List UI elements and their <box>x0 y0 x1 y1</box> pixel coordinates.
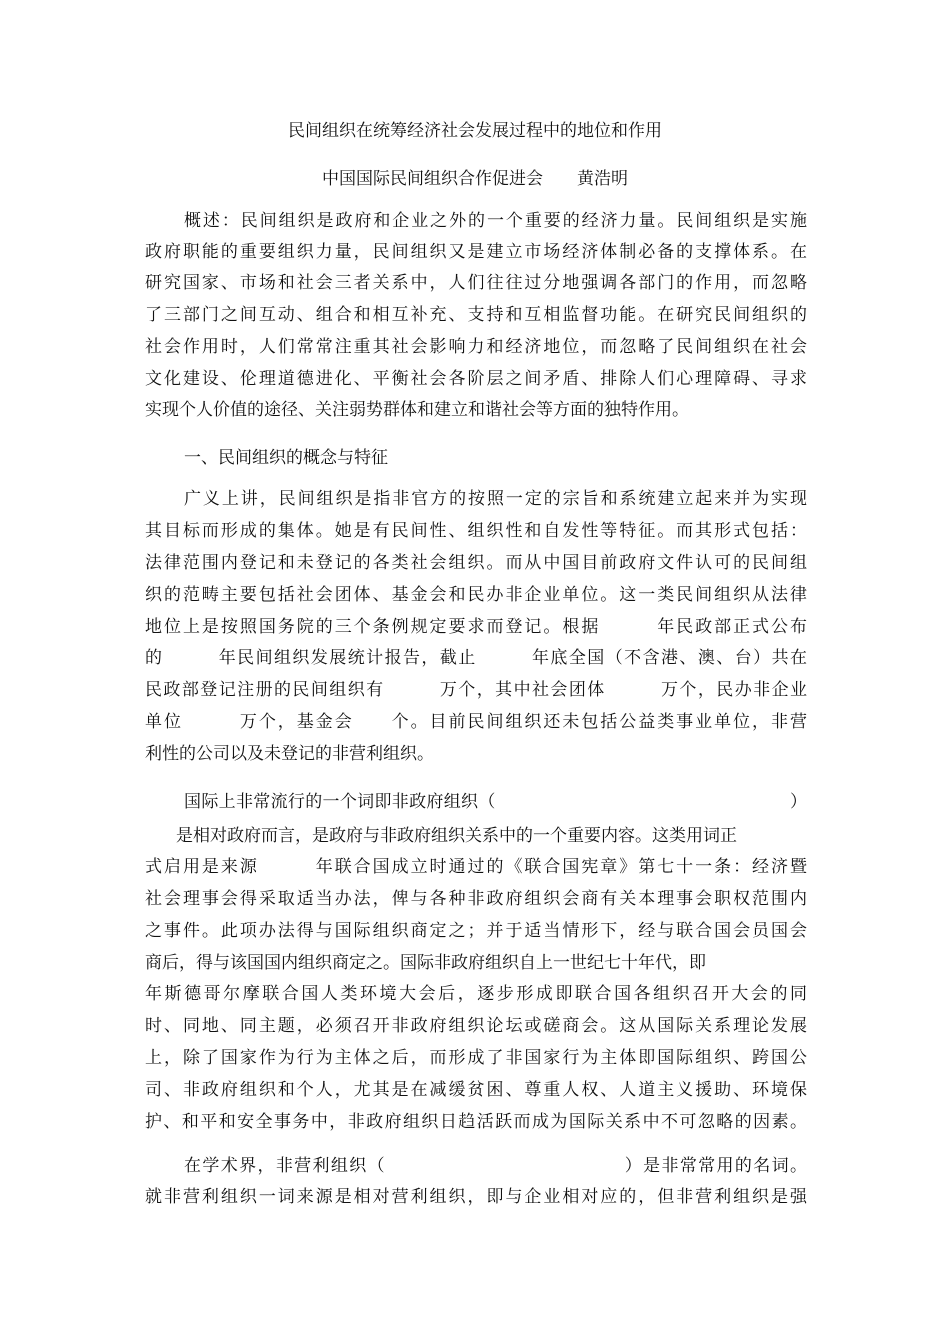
text-line: 广义上讲，民间组织是指非官方的按照一定的宗旨和系统建立起来并为实现 <box>184 489 807 509</box>
text-line: 法律范围内登记和未登记的各类社会组织。而从中国目前政府文件认可的民间组 <box>145 553 807 573</box>
text-line: 年斯德哥尔摩联合国人类环境大会后，逐步形成即联合国各组织召开大会的同 <box>145 984 807 1004</box>
text-line: 政府职能的重要组织力量，民间组织又是建立市场经济体制必备的支撑体系。在 <box>145 242 807 262</box>
text-line: 民政部登记注册的民间组织有 万个，其中社会团体 万个，民办非企业 <box>145 680 807 700</box>
text-line: 地位上是按照国务院的三个条例规定要求而登记。根据 年民政部正式公布 <box>145 617 807 637</box>
text-line: 研究国家、市场和社会三者关系中，人们往往过分地强调各部门的作用，而忽略 <box>145 273 807 293</box>
text-line: 商后，得与该国国内组织商定之。国际非政府组织自上一世纪七十年代，即 <box>145 953 706 973</box>
text-line: 单位 万个，基金会 个。目前民间组织还未包括公益类事业单位，非营 <box>145 712 807 732</box>
text-line: 司、非政府组织和个人，尤其是在减缓贫困、尊重人权、人道主义援助、环境保 <box>145 1080 807 1100</box>
section-heading: 一、民间组织的概念与特征 <box>184 448 388 468</box>
text-line: 在学术界，非营利组织（ ）是非常常用的名词。 <box>184 1156 807 1176</box>
text-line: 式启用是来源 年联合国成立时通过的《联合国宪章》第七十一条：经济暨 <box>145 857 807 877</box>
text-line: 社会作用时，人们常常注重其社会影响力和经济地位，而忽略了民间组织在社会 <box>145 337 807 357</box>
text-line: 的 年民间组织发展统计报告，截止 年底全国（不含港、澳、台）共在 <box>145 648 807 668</box>
text-line: 时、同地、同主题，必须召开非政府组织论坛或磋商会。这从国际关系理论发展 <box>145 1016 807 1036</box>
text-line: 就非营利组织一词来源是相对营利组织，即与企业相对应的，但非营利组织是强 <box>145 1187 807 1207</box>
text-line: 概述：民间组织是政府和企业之外的一个重要的经济力量。民间组织是实施 <box>184 211 807 231</box>
text-line: 是相对政府而言，是政府与非政府组织关系中的一个重要内容。这类用词正 <box>176 826 737 846</box>
text-line: 了三部门之间互动、组合和相互补充、支持和互相监督功能。在研究民间组织的 <box>145 305 807 325</box>
text-line: 之事件。此项办法得与国际组织商定之；并于适当情形下，经与联合国会员国会 <box>145 921 807 941</box>
text-line: 社会理事会得采取适当办法，俾与各种非政府组织会商有关本理事会职权范围内 <box>145 889 807 909</box>
text-line: 其目标而形成的集体。她是有民间性、组织性和自发性等特征。而其形式包括： <box>145 521 807 541</box>
text-line: 实现个人价值的途径、关注弱势群体和建立和谐社会等方面的独特作用。 <box>145 400 689 420</box>
text-line: 国际上非常流行的一个词即非政府组织（ ） <box>184 792 807 812</box>
text-line: 织的范畴主要包括社会团体、基金会和民办非企业单位。这一类民间组织从法律 <box>145 585 807 605</box>
text-line: 文化建设、伦理道德进化、平衡社会各阶层之间矛盾、排除人们心理障碍、寻求 <box>145 369 807 389</box>
author-line: 中国国际民间组织合作促进会 黄浩明 <box>322 169 628 189</box>
text-line: 利性的公司以及未登记的非营利组织。 <box>145 744 434 764</box>
text-line: 护、和平和安全事务中，非政府组织日趋活跃而成为国际关系中不可忽略的因素。 <box>145 1112 807 1132</box>
document-title: 民间组织在统筹经济社会发展过程中的地位和作用 <box>288 121 662 141</box>
text-line: 上，除了国家作为行为主体之后，而形成了非国家行为主体即国际组织、跨国公 <box>145 1048 807 1068</box>
